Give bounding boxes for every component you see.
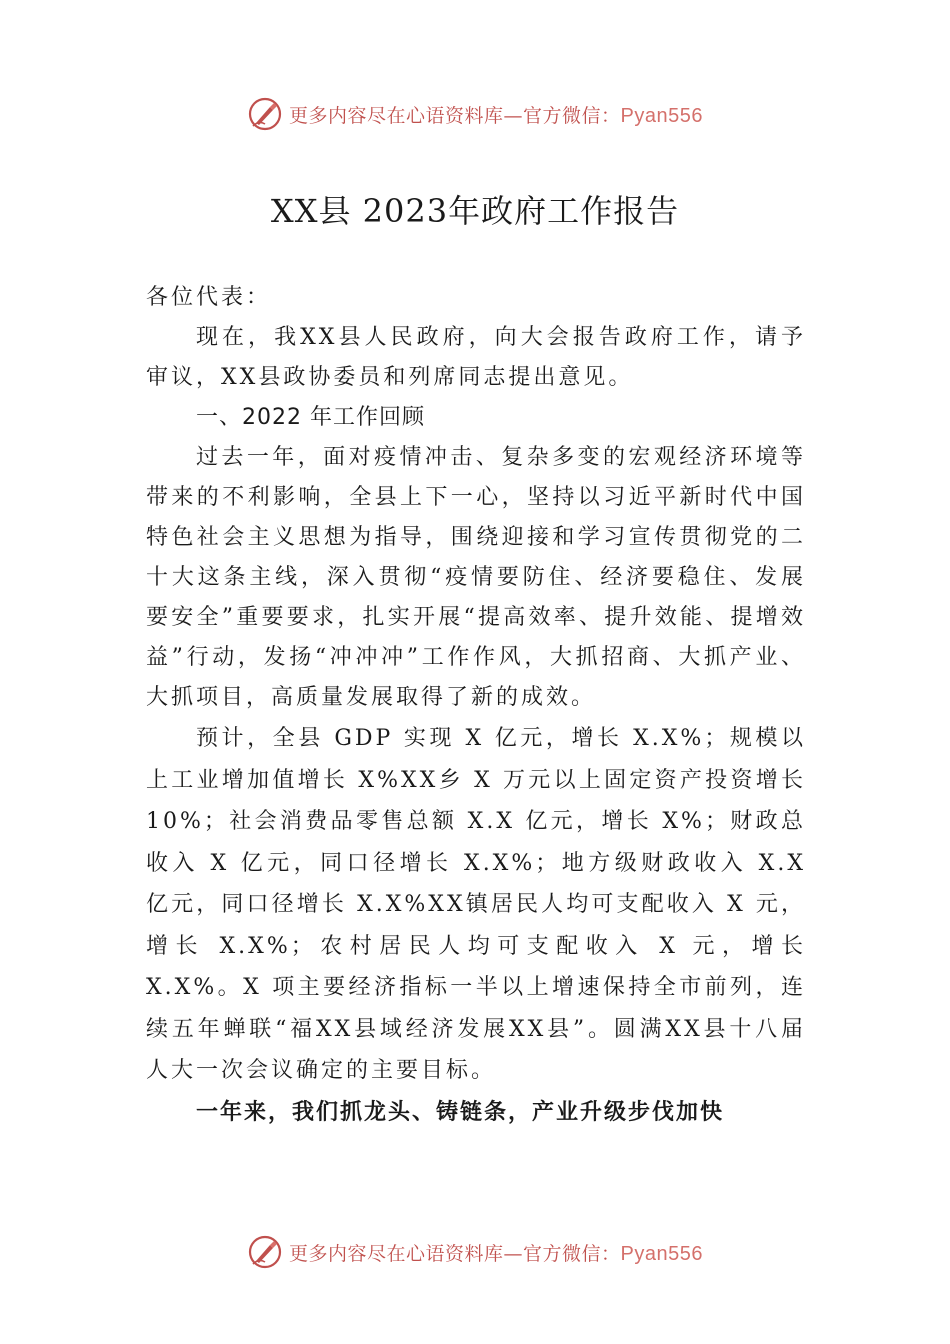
intro-paragraph: 现在，我XX县人民政府，向大会报告政府工作，请予审议，XX县政协委员和列席同志提出意见。	[146, 325, 806, 390]
watermark-wechat-id: Pyan556	[620, 1242, 703, 1265]
stats-paragraph: 预计，全县 GDP 实现 X 亿元，增长 X.X%；规模以上工业增加值增长 X%XX乡 X 万元以上固定资产投资增长 10%；社会消费品零售总额 X.X 亿元，增长 X%；财政总收入 X 亿元，同口径增长 X.X%；地方级财政收入 X.X 亿元，同口径增长 X.X%XX镇居民人均可支配收入 X 元，增长 X.X%；农村居民人均可支配收入 X 元，增长 X.X%。X 项主要经济指标一半以上增速保持全市前列，连续五年蝉联“福XX县域经济发展XX县”。圆满XX县十八届人大一次会议确定的主要目标。	[146, 726, 806, 1083]
salutation: 各位代表：	[146, 285, 272, 310]
section-heading: 一、2022 年工作回顾	[196, 405, 425, 430]
document-body	[146, 278, 806, 1132]
watermark-wechat-id: Pyan556	[620, 104, 703, 127]
document-title: XX县 2023年政府工作报告	[270, 192, 680, 230]
review-paragraph: 过去一年，面对疫情冲击、复杂多变的宏观经济环境等带来的不利影响，全县上下一心，坚持以习近平新时代中国特色社会主义思想为指导，围绕迎接和学习宣传贯彻党的二十大这条主线，深入贯彻“疫情要防住、经济要稳住、发展要安全”重要要求，扎实开展“提高效率、提升效能、提增效益”行动，发扬“冲冲冲”工作作风，大抓招商、大抓产业、大抓项目，高质量发展取得了新的成效。	[146, 445, 806, 710]
watermark-footer	[0, 1232, 950, 1272]
subsection-heading: 一年来，我们抓龙头、铸链条，产业升级步伐加快	[196, 1098, 725, 1125]
watermark-text: 更多内容尽在心语资料库—官方微信：Pyan556	[289, 1242, 703, 1265]
pen-logo-icon	[247, 1234, 283, 1270]
watermark-text: 更多内容尽在心语资料库—官方微信：Pyan556	[289, 104, 703, 127]
watermark-header	[0, 94, 950, 134]
pen-logo-icon	[247, 96, 283, 132]
